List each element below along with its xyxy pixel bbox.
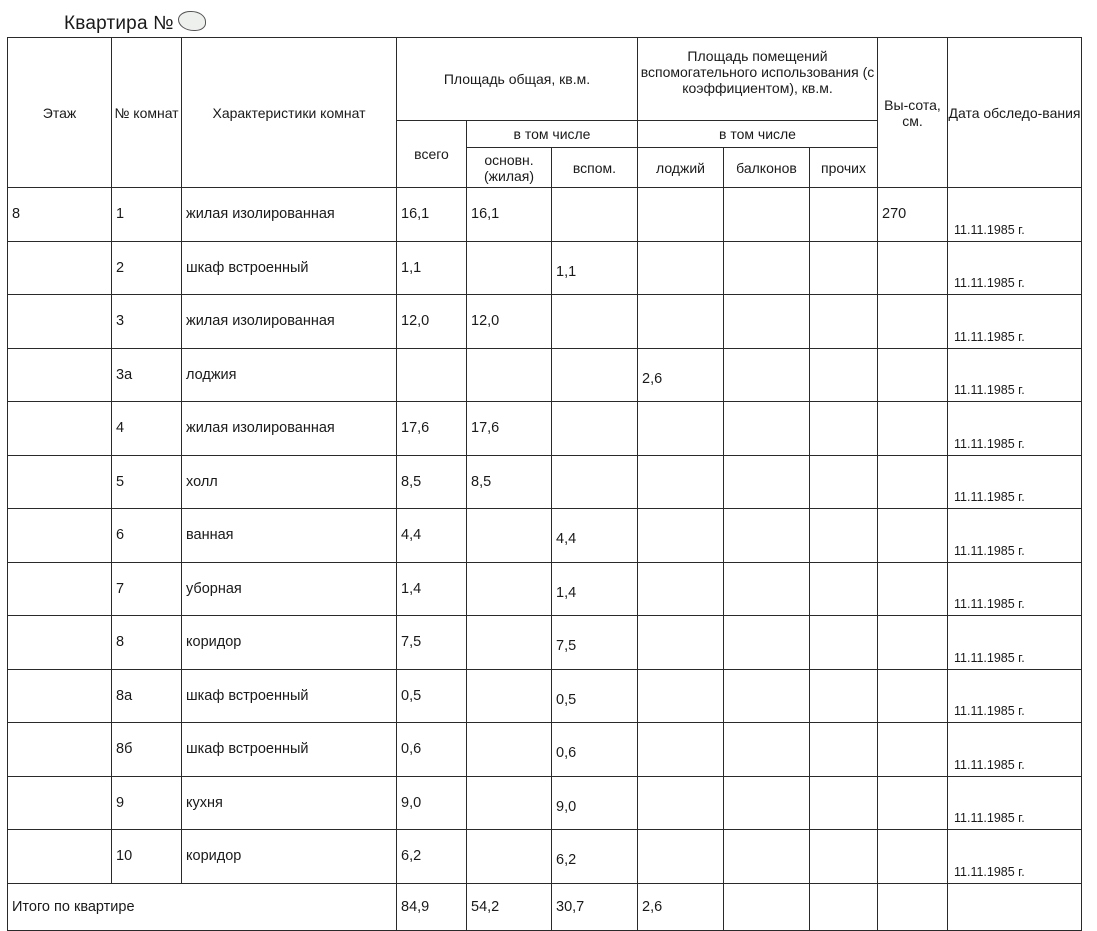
cell-main <box>467 669 552 723</box>
cell-total: 8,5 <box>397 455 467 509</box>
cell-date: 11.11.1985 г. <box>948 348 1082 402</box>
cell-loggia <box>638 241 724 295</box>
cell-floor: 8 <box>8 188 112 242</box>
header-including-area: в том числе <box>467 121 638 148</box>
table-row <box>8 562 1082 616</box>
cell-loggia <box>638 616 724 670</box>
cell-aux: 1,1 <box>552 241 638 295</box>
cell-aux <box>552 402 638 456</box>
cell-aux <box>552 188 638 242</box>
cell-height <box>878 616 948 670</box>
summary-loggia: 2,6 <box>638 883 724 930</box>
cell-balcony <box>724 455 810 509</box>
table-row <box>8 669 1082 723</box>
cell-total: 9,0 <box>397 776 467 830</box>
summary-height <box>878 883 948 930</box>
cell-main <box>467 562 552 616</box>
cell-height <box>878 295 948 349</box>
cell-aux <box>552 348 638 402</box>
cell-description: шкаф встроенный <box>182 723 397 777</box>
cell-height <box>878 776 948 830</box>
cell-loggia <box>638 509 724 563</box>
header-main-living: основн. (жилая) <box>467 148 552 188</box>
cell-date: 11.11.1985 г. <box>948 509 1082 563</box>
cell-balcony <box>724 402 810 456</box>
cell-floor <box>8 509 112 563</box>
cell-main <box>467 616 552 670</box>
table-row <box>8 723 1082 777</box>
cell-aux: 6,2 <box>552 830 638 884</box>
cell-description: уборная <box>182 562 397 616</box>
header-rooms-no: № комнат <box>112 38 182 188</box>
cell-total: 0,6 <box>397 723 467 777</box>
cell-description: жилая изолированная <box>182 402 397 456</box>
cell-date: 11.11.1985 г. <box>948 723 1082 777</box>
cell-main: 8,5 <box>467 455 552 509</box>
table-body <box>8 188 1082 884</box>
header-area-total-group: Площадь общая, кв.м. <box>397 38 638 121</box>
cell-total: 12,0 <box>397 295 467 349</box>
cell-date: 11.11.1985 г. <box>948 616 1082 670</box>
cell-description: коридор <box>182 830 397 884</box>
cell-aux: 0,6 <box>552 723 638 777</box>
cell-height <box>878 830 948 884</box>
cell-aux <box>552 295 638 349</box>
summary-label: Итого по квартире <box>8 883 397 930</box>
cell-total: 17,6 <box>397 402 467 456</box>
table-row <box>8 348 1082 402</box>
cell-room-no: 8а <box>112 669 182 723</box>
table-row <box>8 241 1082 295</box>
header-floor: Этаж <box>8 38 112 188</box>
redaction-mark <box>178 11 206 31</box>
cell-height <box>878 348 948 402</box>
cell-room-no: 4 <box>112 402 182 456</box>
cell-aux: 7,5 <box>552 616 638 670</box>
cell-other <box>810 402 878 456</box>
cell-description: коридор <box>182 616 397 670</box>
header-auxiliary: вспом. <box>552 148 638 188</box>
cell-height <box>878 562 948 616</box>
room-area-table <box>7 37 1082 931</box>
header-including-aux: в том числе <box>638 121 878 148</box>
cell-floor <box>8 723 112 777</box>
cell-floor <box>8 402 112 456</box>
cell-height: 270 <box>878 188 948 242</box>
cell-height <box>878 723 948 777</box>
cell-room-no: 10 <box>112 830 182 884</box>
cell-main <box>467 348 552 402</box>
cell-loggia <box>638 776 724 830</box>
header-loggias: лоджий <box>638 148 724 188</box>
cell-description: шкаф встроенный <box>182 669 397 723</box>
cell-balcony <box>724 348 810 402</box>
cell-floor <box>8 348 112 402</box>
header-characteristics: Характеристики комнат <box>182 38 397 188</box>
cell-main <box>467 723 552 777</box>
cell-balcony <box>724 295 810 349</box>
cell-description: холл <box>182 455 397 509</box>
cell-description: лоджия <box>182 348 397 402</box>
cell-aux <box>552 455 638 509</box>
cell-main: 12,0 <box>467 295 552 349</box>
cell-other <box>810 723 878 777</box>
cell-height <box>878 669 948 723</box>
summary-main: 54,2 <box>467 883 552 930</box>
summary-balcony <box>724 883 810 930</box>
cell-balcony <box>724 776 810 830</box>
apartment-title-label: Квартира № <box>64 13 174 34</box>
cell-floor <box>8 776 112 830</box>
cell-loggia: 2,6 <box>638 348 724 402</box>
cell-height <box>878 402 948 456</box>
cell-date: 11.11.1985 г. <box>948 402 1082 456</box>
cell-date: 11.11.1985 г. <box>948 669 1082 723</box>
cell-height <box>878 509 948 563</box>
header-total: всего <box>397 121 467 188</box>
cell-date: 11.11.1985 г. <box>948 562 1082 616</box>
cell-room-no: 3 <box>112 295 182 349</box>
cell-aux: 1,4 <box>552 562 638 616</box>
cell-main <box>467 509 552 563</box>
cell-loggia <box>638 188 724 242</box>
cell-room-no: 5 <box>112 455 182 509</box>
cell-loggia <box>638 830 724 884</box>
table-row <box>8 188 1082 242</box>
cell-loggia <box>638 562 724 616</box>
cell-room-no: 1 <box>112 188 182 242</box>
cell-date: 11.11.1985 г. <box>948 241 1082 295</box>
cell-balcony <box>724 723 810 777</box>
summary-row <box>8 883 1082 930</box>
cell-other <box>810 616 878 670</box>
cell-total: 1,1 <box>397 241 467 295</box>
table-row <box>8 455 1082 509</box>
cell-room-no: 7 <box>112 562 182 616</box>
table-header <box>8 38 1082 188</box>
cell-other <box>810 830 878 884</box>
cell-loggia <box>638 723 724 777</box>
cell-other <box>810 455 878 509</box>
cell-main <box>467 241 552 295</box>
cell-balcony <box>724 509 810 563</box>
summary-aux: 30,7 <box>552 883 638 930</box>
summary-total: 84,9 <box>397 883 467 930</box>
cell-other <box>810 348 878 402</box>
cell-loggia <box>638 455 724 509</box>
cell-other <box>810 241 878 295</box>
cell-total: 1,4 <box>397 562 467 616</box>
cell-other <box>810 509 878 563</box>
table-row <box>8 616 1082 670</box>
summary-other <box>810 883 878 930</box>
header-survey-date: Дата обследо-вания <box>948 38 1082 188</box>
cell-height <box>878 241 948 295</box>
header-aux-area-group: Площадь помещений вспомогательного использования (с коэффициентом), кв.м. <box>638 38 878 121</box>
cell-other <box>810 562 878 616</box>
cell-room-no: 8б <box>112 723 182 777</box>
cell-floor <box>8 830 112 884</box>
cell-total <box>397 348 467 402</box>
cell-description: шкаф встроенный <box>182 241 397 295</box>
cell-balcony <box>724 669 810 723</box>
cell-floor <box>8 295 112 349</box>
table-row <box>8 295 1082 349</box>
cell-aux: 0,5 <box>552 669 638 723</box>
cell-date: 11.11.1985 г. <box>948 776 1082 830</box>
cell-main <box>467 776 552 830</box>
header-height: Вы-сота, см. <box>878 38 948 188</box>
cell-other <box>810 295 878 349</box>
cell-other <box>810 188 878 242</box>
cell-date: 11.11.1985 г. <box>948 295 1082 349</box>
cell-room-no: 8 <box>112 616 182 670</box>
cell-loggia <box>638 295 724 349</box>
cell-date: 11.11.1985 г. <box>948 830 1082 884</box>
cell-date: 11.11.1985 г. <box>948 455 1082 509</box>
cell-floor <box>8 241 112 295</box>
cell-floor <box>8 616 112 670</box>
cell-total: 6,2 <box>397 830 467 884</box>
cell-balcony <box>724 241 810 295</box>
cell-loggia <box>638 402 724 456</box>
cell-description: жилая изолированная <box>182 188 397 242</box>
cell-balcony <box>724 830 810 884</box>
cell-main: 16,1 <box>467 188 552 242</box>
cell-balcony <box>724 616 810 670</box>
summary-date <box>948 883 1082 930</box>
cell-room-no: 9 <box>112 776 182 830</box>
cell-description: кухня <box>182 776 397 830</box>
cell-other <box>810 669 878 723</box>
cell-total: 4,4 <box>397 509 467 563</box>
cell-date: 11.11.1985 г. <box>948 188 1082 242</box>
cell-main: 17,6 <box>467 402 552 456</box>
cell-total: 16,1 <box>397 188 467 242</box>
header-other: прочих <box>810 148 878 188</box>
cell-floor <box>8 669 112 723</box>
cell-total: 7,5 <box>397 616 467 670</box>
cell-balcony <box>724 188 810 242</box>
cell-floor <box>8 455 112 509</box>
table-row <box>8 402 1082 456</box>
cell-description: ванная <box>182 509 397 563</box>
cell-loggia <box>638 669 724 723</box>
apartment-title <box>64 11 206 35</box>
cell-room-no: 2 <box>112 241 182 295</box>
cell-description: жилая изолированная <box>182 295 397 349</box>
cell-aux: 9,0 <box>552 776 638 830</box>
table-row <box>8 776 1082 830</box>
table-row <box>8 830 1082 884</box>
cell-total: 0,5 <box>397 669 467 723</box>
cell-main <box>467 830 552 884</box>
cell-balcony <box>724 562 810 616</box>
table-footer <box>8 883 1082 930</box>
cell-room-no: 3а <box>112 348 182 402</box>
table-row <box>8 509 1082 563</box>
cell-height <box>878 455 948 509</box>
header-balconies: балконов <box>724 148 810 188</box>
cell-room-no: 6 <box>112 509 182 563</box>
cell-other <box>810 776 878 830</box>
cell-floor <box>8 562 112 616</box>
cell-aux: 4,4 <box>552 509 638 563</box>
